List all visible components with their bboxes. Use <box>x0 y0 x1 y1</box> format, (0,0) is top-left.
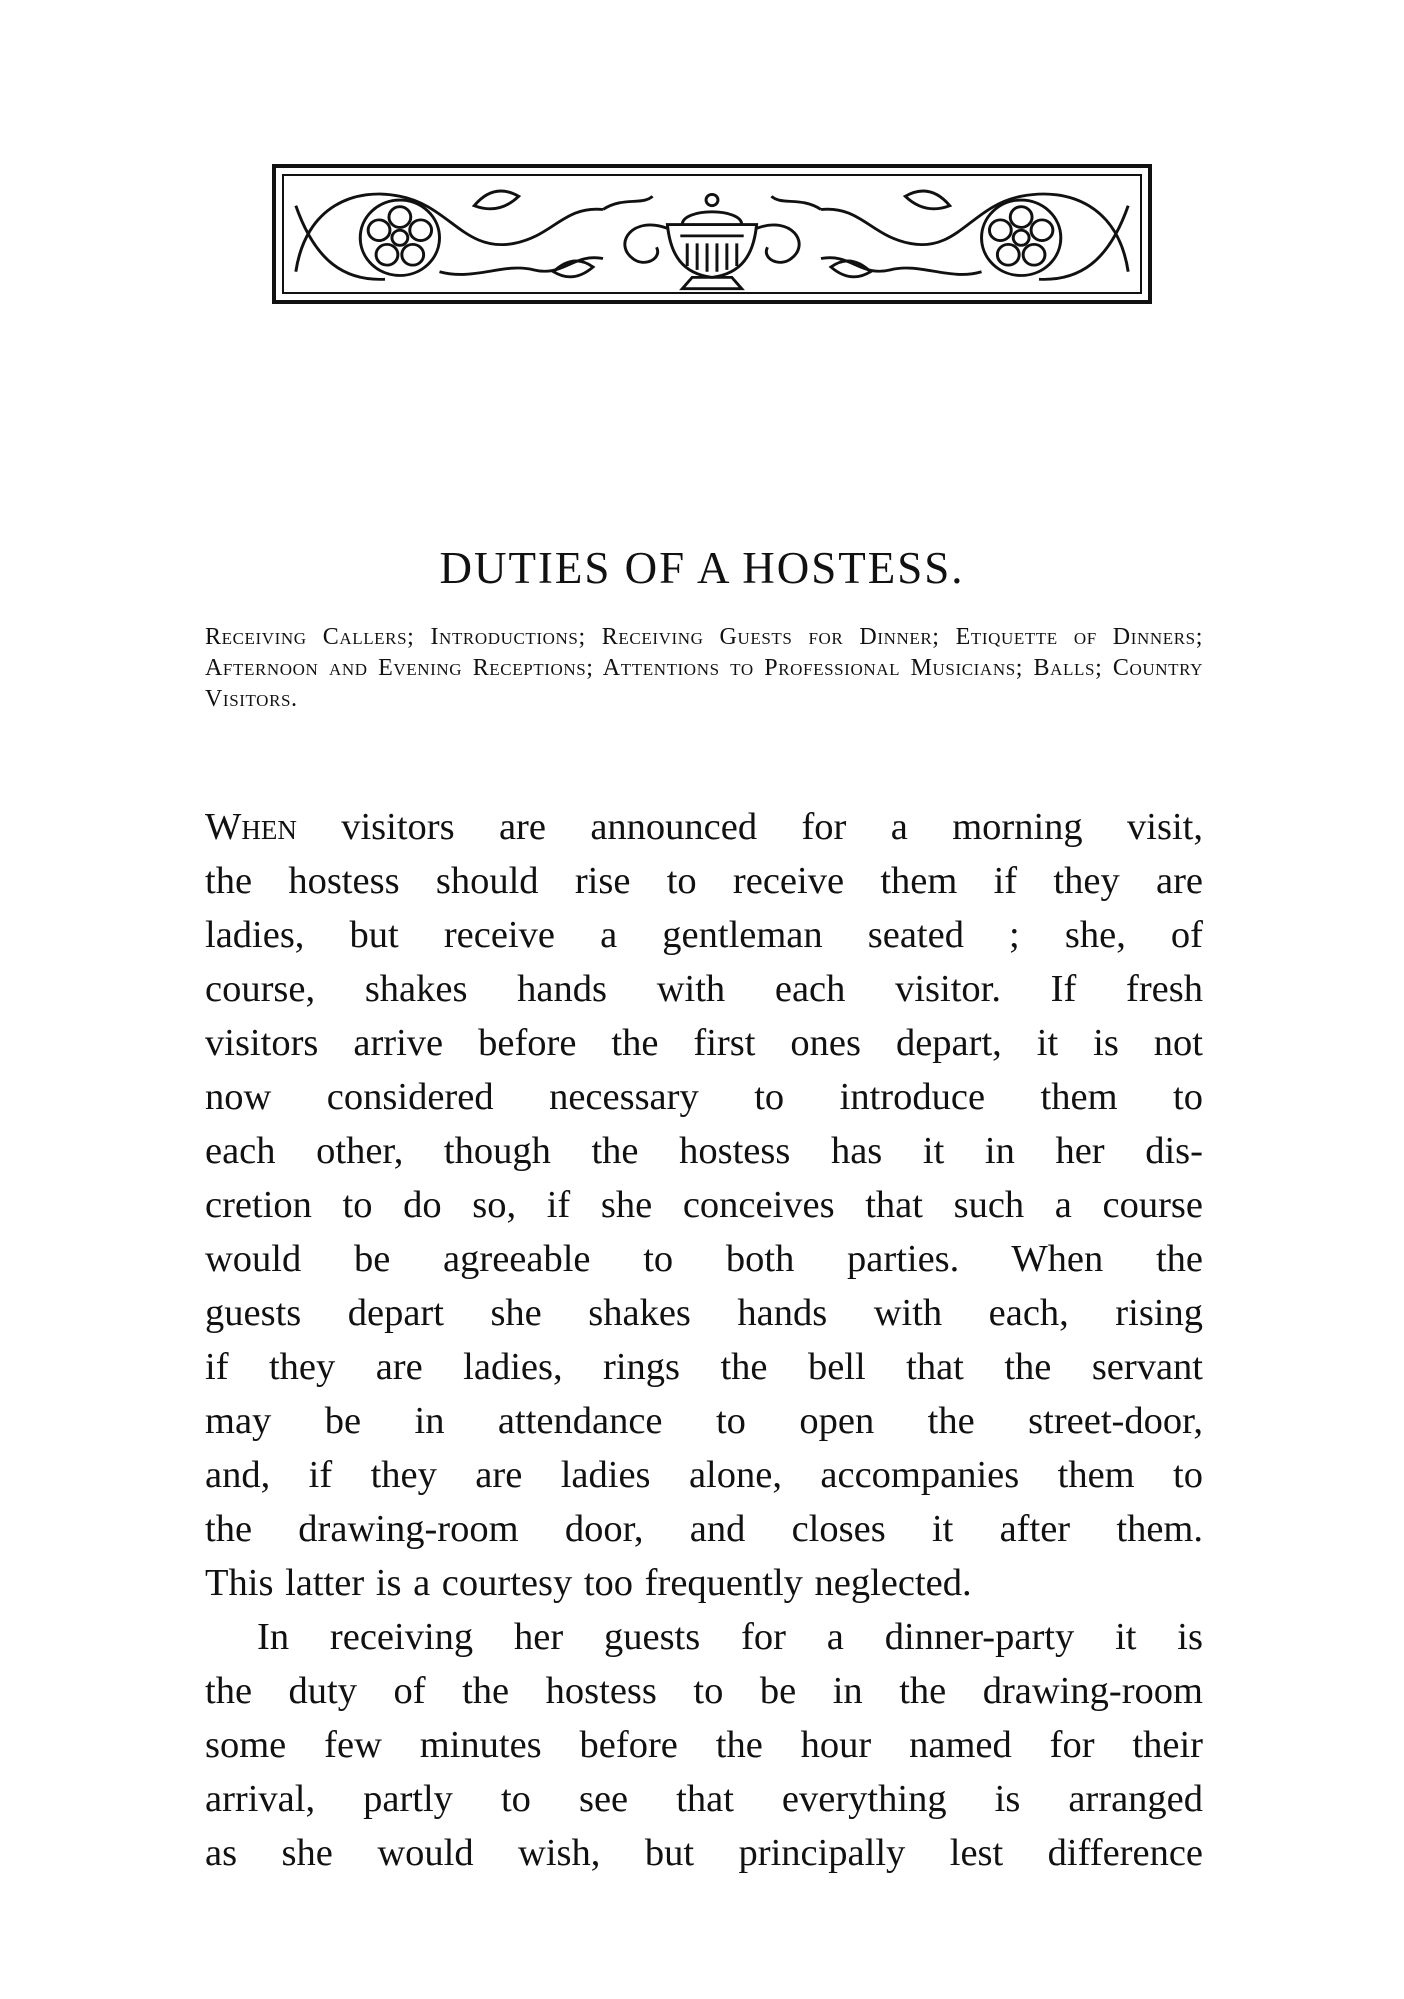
text-line: the duty of the hostess to be in the drawing-room <box>205 1670 1203 1712</box>
floral-urn-headpiece-icon <box>276 168 1148 300</box>
text-line: This latter is a courtesy too frequently neglected. <box>205 1562 972 1604</box>
text-line: may be in attendance to open the street-door, <box>205 1400 1203 1442</box>
text-line: now considered necessary to introduce them to <box>205 1076 1203 1118</box>
text-line: course, shakes hands with each visitor. If fresh <box>205 968 1203 1010</box>
text-line: the drawing-room door, and closes it after them. <box>205 1508 1203 1550</box>
body-text <box>205 800 1203 1880</box>
text-line: each other, though the hostess has it in her dis- <box>205 1130 1203 1172</box>
text-line: the hostess should rise to receive them if they are <box>205 860 1203 902</box>
chapter-synopsis: Receiving Callers; Introductions; Receiving Guests for Dinner; Etiquette of Dinners; Afternoon and Evening Receptions; Attentions to Professional Musicians; Balls; Country Visitors. <box>205 624 1203 712</box>
text-line: When visitors are announced for a morning visit, <box>205 806 1203 848</box>
text-line: if they are ladies, rings the bell that the servant <box>205 1346 1203 1388</box>
chapter-title: DUTIES OF A HOSTESS. <box>439 543 965 593</box>
text-line: would be agreeable to both parties. When the <box>205 1238 1203 1280</box>
drop-word: When <box>205 806 297 848</box>
text-line: ladies, but receive a gentleman seated ; she, of <box>205 914 1203 956</box>
text-line: In receiving her guests for a dinner-party it is <box>257 1616 1203 1658</box>
text-line: visitors arrive before the first ones depart, it is not <box>205 1022 1203 1064</box>
text-line: some few minutes before the hour named for their <box>205 1724 1203 1766</box>
ornamental-headpiece <box>272 164 1152 304</box>
text-line: arrival, partly to see that everything is arranged <box>205 1778 1203 1820</box>
text-line: cretion to do so, if she conceives that such a course <box>205 1184 1203 1226</box>
text-line: guests depart she shakes hands with each, rising <box>205 1292 1203 1334</box>
text-line: as she would wish, but principally lest difference <box>205 1832 1203 1874</box>
text-line: and, if they are ladies alone, accompanies them to <box>205 1454 1203 1496</box>
